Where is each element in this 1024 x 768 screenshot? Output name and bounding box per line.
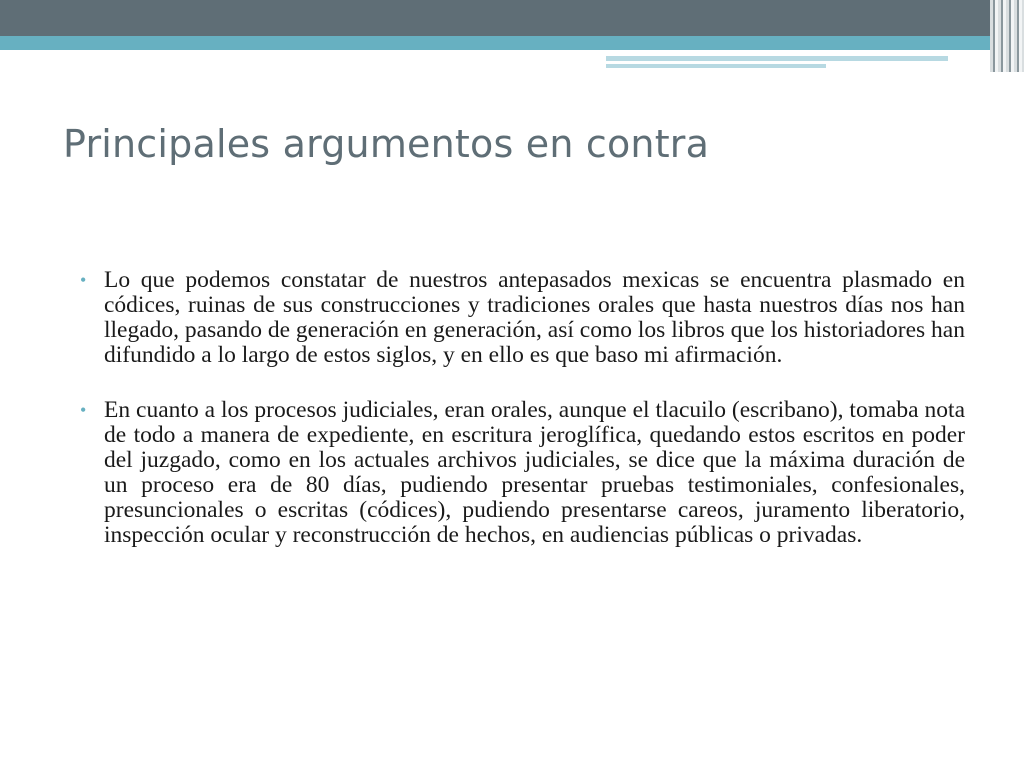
bullet-item — [80, 268, 965, 368]
decorative-line — [606, 56, 948, 61]
header-bar — [0, 0, 1024, 36]
header-accent-band — [0, 36, 1024, 50]
bullet-text: Lo que podemos constatar de nuestros antepasados mexicas se encuentra plasmado en códices, ruinas de sus construcciones y tradiciones orales que hasta nuestros días nos han llegado, pasando de generación en generación, así como los libros que los historiadores han difundido a lo largo de estos siglos, y en ello es que baso mi afirmación. — [104, 267, 965, 368]
decorative-line — [606, 64, 826, 68]
slide-title: Principales argumentos en contra — [63, 122, 710, 166]
decorative-stripes — [990, 0, 1024, 72]
bullet-text: En cuanto a los procesos judiciales, eran orales, aunque el tlacuilo (escribano), tomaba nota de todo a manera de expediente, en escritura jeroglífica, quedando estos escritos en poder del juzgado, como en los actuales archivos judiciales, se dice que la máxima duración de un proceso era de 80 días, pudiendo presentar pruebas testimoniales, confesionales, presuncionales o escritas (códices), pudiendo presentarse careos, juramento liberatorio, inspección ocular y reconstrucción de hechos, en audiencias públicas o privadas. — [104, 397, 965, 548]
bullet-item — [80, 398, 965, 548]
bullet-list — [80, 268, 965, 578]
bullet-icon: • — [80, 270, 87, 290]
bullet-icon: • — [80, 400, 87, 420]
